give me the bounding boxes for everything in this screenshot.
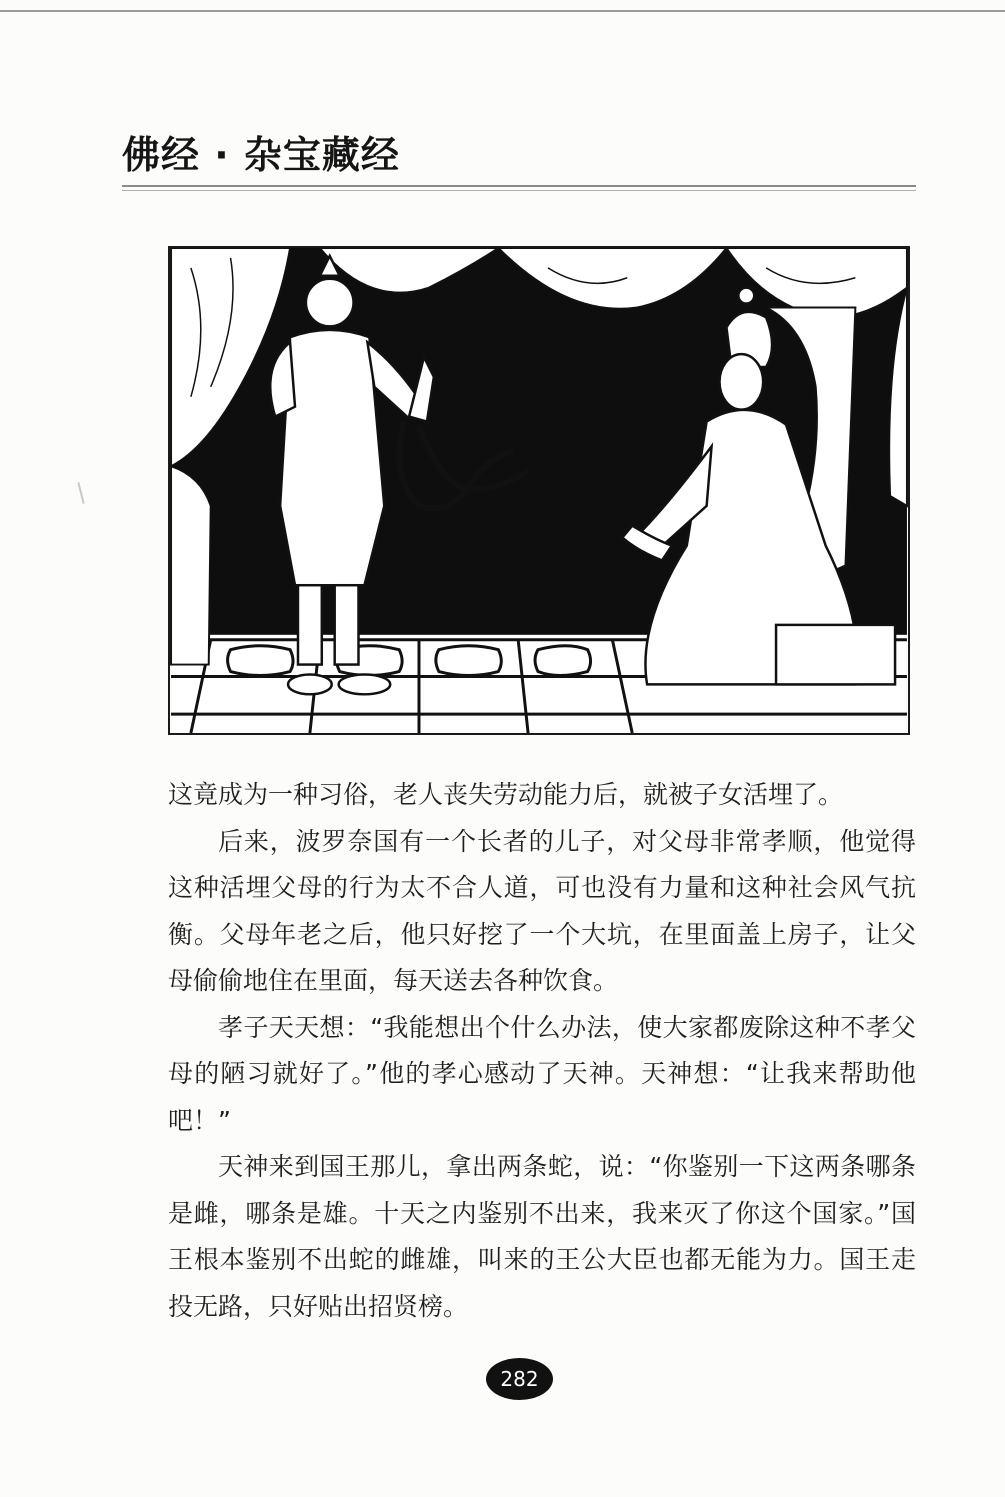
snake-test-scene-illustration [170,248,908,733]
paragraph: 这竟成为一种习俗，老人丧失劳动能力后，就被子女活埋了。 [168,780,844,809]
top-rule [0,10,1005,12]
paragraph: 后来，波罗奈国有一个长者的儿子，对父母非常孝顺，他觉得这种活埋父母的行为太不合人道，可也没有力量和这种社会风气抗衡。父母年老之后，他只好挖了一个大坑，在里面盖上房子，让父母偷偷地住在里面，每天送去各种饮食。 [168,826,916,995]
illustration [168,246,910,735]
body-text [168,772,916,1330]
paragraph: 天神来到国王那儿，拿出两条蛇，说：“你鉴别一下这两条哪条是雌，哪条是雄。十天之内鉴别不出来，我来灭了你这个国家。”国王根本鉴别不出蛇的雌雄，叫来的王公大臣也都无能为力。国王走投无路，只好贴出招贤榜。 [168,1152,916,1321]
page-number-badge: 282 [486,1358,553,1400]
paragraph: 孝子天天想：“我能想出个什么办法，使大家都废除这种不孝父母的陋习就好了。”他的孝心感动了天神。天神想：“让我来帮助他吧！” [168,1012,916,1135]
header-rule [122,185,916,187]
running-header-title: 佛经 · 杂宝藏经 [122,133,400,177]
header-rule-thin [122,190,916,191]
scan-mark [77,482,84,504]
